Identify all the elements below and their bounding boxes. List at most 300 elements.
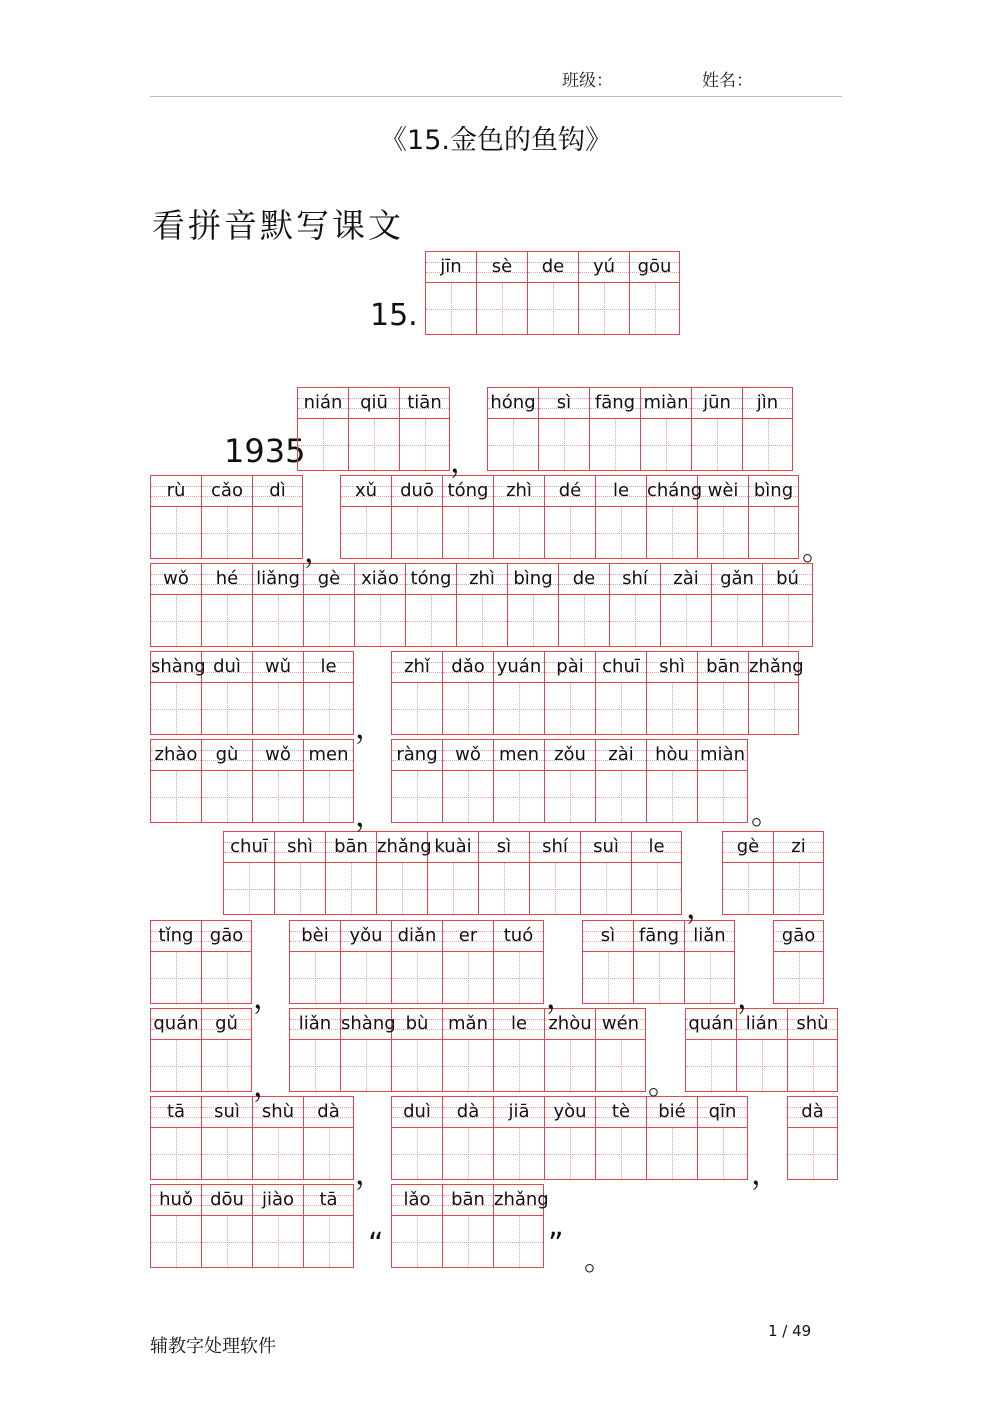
character-box: [303, 1128, 354, 1180]
writing-cell: [340, 920, 391, 1004]
pinyin-box: [297, 387, 348, 419]
writing-grid-group: [150, 475, 303, 559]
writing-grid-group: [391, 1096, 748, 1180]
character-box: [595, 1128, 646, 1180]
pinyin-text: dé: [558, 480, 582, 501]
writing-grid-group: [289, 920, 544, 1004]
writing-cell: [391, 739, 442, 823]
writing-grid-group: [391, 739, 748, 823]
writing-cell: [252, 651, 303, 735]
writing-cell: [631, 831, 682, 915]
pinyin-box: [544, 1008, 595, 1040]
pinyin-box: [773, 920, 824, 952]
pinyin-text: men: [498, 744, 540, 765]
character-box: [303, 771, 354, 823]
pinyin-text: yòu: [553, 1101, 587, 1122]
pinyin-text: diǎn: [397, 925, 437, 946]
pinyin-box: [201, 651, 252, 683]
writing-grid-group: [685, 1008, 838, 1092]
character-box: [493, 1128, 544, 1180]
character-box: [252, 595, 303, 647]
character-box: [773, 863, 824, 915]
pinyin-box: [150, 1008, 201, 1040]
pinyin-text: zhì: [506, 480, 532, 501]
pinyin-text: miàn: [700, 744, 745, 765]
writing-cell: [201, 563, 252, 647]
writing-cell: [787, 1096, 838, 1180]
pinyin-box: [201, 1184, 252, 1216]
character-box: [303, 595, 354, 647]
pinyin-box: [340, 1008, 396, 1040]
pinyin-box: [544, 651, 595, 683]
writing-cell: [348, 387, 399, 471]
character-box: [201, 1128, 252, 1180]
pinyin-box: [609, 563, 660, 595]
character-box: [787, 1040, 838, 1092]
writing-cell: [640, 387, 691, 471]
punctuation-comma: ，: [450, 445, 480, 480]
pinyin-text: dì: [269, 480, 286, 501]
character-box: [527, 283, 578, 335]
pinyin-text: xiǎo: [361, 568, 399, 589]
pinyin-text: jūn: [703, 392, 731, 413]
pinyin-box: [544, 475, 595, 507]
pinyin-text: jiào: [261, 1189, 295, 1210]
writing-cell: [391, 1008, 442, 1092]
pinyin-text: rù: [166, 480, 186, 501]
punctuation-period: 。: [584, 1243, 614, 1278]
character-box: [252, 507, 303, 559]
pinyin-text: xǔ: [354, 480, 378, 501]
pinyin-box: [711, 563, 762, 595]
character-box: [289, 1040, 340, 1092]
writing-grid-group: [487, 387, 793, 471]
character-box: [348, 419, 399, 471]
pinyin-text: wǒ: [163, 568, 189, 589]
character-box: [697, 507, 748, 559]
character-box: [427, 863, 478, 915]
writing-cell: [252, 475, 303, 559]
character-box: [391, 952, 442, 1004]
character-box: [399, 419, 450, 471]
character-box: [391, 683, 442, 735]
punctuation-comma: ，: [253, 981, 283, 1016]
writing-cell: [325, 831, 376, 915]
writing-cell: [558, 563, 609, 647]
pinyin-box: [697, 651, 748, 683]
pinyin-text: bìng: [753, 480, 794, 501]
writing-cell: [646, 475, 703, 559]
writing-cell: [340, 475, 391, 559]
writing-cell: [544, 1096, 595, 1180]
character-box: [595, 1040, 646, 1092]
writing-grid-group: [391, 651, 804, 735]
character-box: [544, 1128, 595, 1180]
character-box: [697, 683, 748, 735]
writing-cell: [589, 387, 640, 471]
pinyin-box: [595, 1096, 646, 1128]
writing-cell: [399, 387, 450, 471]
pinyin-box: [391, 739, 442, 771]
writing-cell: [150, 1008, 201, 1092]
character-box: [274, 863, 325, 915]
character-box: [303, 1216, 354, 1268]
pinyin-text: bìng: [513, 568, 553, 589]
pinyin-box: [391, 920, 442, 952]
pinyin-box: [697, 475, 748, 507]
pinyin-text: tuó: [503, 925, 534, 946]
pinyin-box: [544, 1096, 595, 1128]
pinyin-text: sì: [556, 392, 572, 413]
writing-cell: [252, 739, 303, 823]
pinyin-box: [425, 251, 476, 283]
writing-cell: [391, 651, 442, 735]
writing-cell: [303, 1096, 354, 1180]
writing-cell: [274, 831, 325, 915]
pinyin-text: shàng: [151, 656, 206, 677]
pinyin-text: shù: [796, 1013, 829, 1034]
pinyin-text: gāo: [781, 925, 816, 946]
writing-cell: [684, 920, 735, 1004]
pinyin-text: zhǎng: [494, 1189, 549, 1210]
character-box: [493, 1216, 544, 1268]
pinyin-box: [685, 1008, 736, 1040]
character-box: [580, 863, 631, 915]
character-box: [493, 771, 544, 823]
pinyin-text: wén: [601, 1013, 640, 1034]
character-box: [252, 771, 303, 823]
character-box: [722, 863, 773, 915]
character-box: [405, 595, 456, 647]
character-box: [201, 1040, 252, 1092]
pinyin-box: [748, 651, 804, 683]
writing-cell: [538, 387, 589, 471]
writing-grid-group: [150, 651, 354, 735]
character-box: [425, 283, 476, 335]
character-box: [544, 1040, 595, 1092]
character-box: [538, 419, 589, 471]
pinyin-text: le: [510, 1013, 528, 1034]
character-box: [150, 683, 201, 735]
pinyin-box: [427, 831, 478, 863]
pinyin-box: [150, 563, 201, 595]
character-box: [442, 1128, 493, 1180]
writing-cell: [582, 920, 633, 1004]
character-box: [201, 507, 252, 559]
pinyin-box: [442, 739, 493, 771]
writing-cell: [529, 831, 580, 915]
pinyin-box: [442, 1184, 493, 1216]
writing-grid-group: [150, 739, 354, 823]
pinyin-box: [595, 475, 646, 507]
pinyin-box: [487, 387, 538, 419]
pinyin-box: [354, 563, 405, 595]
pinyin-text: de: [572, 568, 596, 589]
writing-cell: [646, 1096, 697, 1180]
character-box: [684, 952, 735, 1004]
pinyin-text: miàn: [643, 392, 689, 413]
pinyin-text: bèi: [301, 925, 329, 946]
pinyin-box: [773, 831, 824, 863]
writing-cell: [442, 1008, 493, 1092]
writing-cell: [595, 475, 646, 559]
pinyin-text: kuài: [434, 836, 472, 857]
pinyin-text: zhǎng: [377, 836, 432, 857]
pinyin-text: jìn: [756, 392, 779, 413]
pinyin-box: [640, 387, 691, 419]
writing-cell: [252, 1096, 303, 1180]
character-box: [340, 507, 391, 559]
pinyin-text: chuī: [230, 836, 268, 857]
writing-cell: [487, 387, 538, 471]
pinyin-text: pài: [556, 656, 584, 677]
character-box: [742, 419, 793, 471]
character-box: [736, 1040, 787, 1092]
pinyin-text: liǎng: [256, 568, 300, 589]
character-box: [595, 771, 646, 823]
writing-cell: [150, 920, 201, 1004]
pinyin-text: sì: [600, 925, 616, 946]
writing-cell: [697, 739, 748, 823]
pinyin-text: dà: [317, 1101, 340, 1122]
writing-cell: [425, 251, 476, 335]
character-box: [762, 595, 813, 647]
writing-cell: [748, 651, 804, 735]
pinyin-text: duì: [403, 1101, 431, 1122]
pinyin-text: wǒ: [265, 744, 291, 765]
pinyin-box: [252, 651, 303, 683]
pinyin-box: [578, 251, 629, 283]
pinyin-text: dǎo: [451, 656, 485, 677]
writing-cell: [646, 739, 697, 823]
writing-cell: [427, 831, 478, 915]
pinyin-box: [289, 1008, 340, 1040]
pinyin-text: zài: [673, 568, 699, 589]
pinyin-box: [633, 920, 684, 952]
pinyin-box: [340, 475, 391, 507]
pinyin-text: gōu: [637, 256, 672, 277]
pinyin-box: [478, 831, 529, 863]
writing-cell: [150, 651, 206, 735]
punctuation-comma: ，: [751, 1157, 781, 1192]
pinyin-box: [558, 563, 609, 595]
pinyin-box: [150, 1184, 201, 1216]
character-box: [544, 771, 595, 823]
character-box: [558, 595, 609, 647]
pinyin-box: [201, 920, 252, 952]
punctuation-period: 。: [802, 533, 832, 568]
writing-cell: [201, 739, 252, 823]
pinyin-box: [646, 651, 697, 683]
pinyin-text: tóng: [410, 568, 452, 589]
name-label: 姓名：: [702, 71, 753, 91]
pinyin-text: hòu: [655, 744, 689, 765]
pinyin-text: sì: [496, 836, 512, 857]
pinyin-box: [391, 475, 442, 507]
pinyin-box: [150, 920, 201, 952]
pinyin-box: [629, 251, 680, 283]
pinyin-box: [150, 475, 201, 507]
pinyin-box: [201, 475, 252, 507]
pinyin-text: liǎn: [298, 1013, 332, 1034]
writing-cell: [685, 1008, 736, 1092]
character-box: [507, 595, 558, 647]
character-box: [223, 863, 274, 915]
pinyin-text: ràng: [396, 744, 438, 765]
pinyin-text: lián: [745, 1013, 779, 1034]
character-box: [442, 771, 493, 823]
writing-cell: [742, 387, 793, 471]
pinyin-box: [405, 563, 456, 595]
pinyin-box: [507, 563, 558, 595]
character-box: [376, 863, 427, 915]
pinyin-box: [589, 387, 640, 419]
pinyin-text: men: [308, 744, 349, 765]
writing-cell: [303, 1184, 354, 1268]
writing-cell: [442, 1096, 493, 1180]
character-box: [150, 1040, 201, 1092]
writing-cell: [201, 1184, 252, 1268]
writing-cell: [544, 1008, 595, 1092]
writing-cell: [391, 1184, 442, 1268]
writing-cell: [442, 920, 493, 1004]
writing-cell: [773, 920, 824, 1004]
pinyin-box: [493, 1184, 549, 1216]
character-box: [391, 1040, 442, 1092]
character-box: [391, 1216, 442, 1268]
pinyin-box: [742, 387, 793, 419]
pinyin-box: [289, 920, 340, 952]
writing-grid-group: [150, 563, 813, 647]
pinyin-box: [787, 1096, 838, 1128]
character-box: [354, 595, 405, 647]
writing-cell: [691, 387, 742, 471]
pinyin-text: le: [320, 656, 337, 677]
pinyin-text: quán: [688, 1013, 734, 1034]
writing-grid-group: [787, 1096, 838, 1180]
punctuation-comma: ，: [253, 1069, 283, 1104]
pinyin-box: [442, 1096, 493, 1128]
writing-grid-group: [773, 920, 824, 1004]
pinyin-text: gǔ: [215, 1013, 238, 1034]
character-box: [578, 283, 629, 335]
writing-cell: [201, 1008, 252, 1092]
pinyin-text: tè: [611, 1101, 631, 1122]
character-box: [787, 1128, 838, 1180]
pinyin-text: quán: [153, 1013, 199, 1034]
writing-cell: [297, 387, 348, 471]
character-box: [646, 1128, 697, 1180]
writing-cell: [493, 920, 544, 1004]
pinyin-text: zhǐ: [404, 656, 430, 677]
writing-cell: [722, 831, 773, 915]
writing-grid-group: [582, 920, 735, 1004]
pinyin-text: bān: [706, 656, 740, 677]
punctuation-comma: ，: [355, 1157, 385, 1192]
character-box: [442, 952, 493, 1004]
pinyin-text: dà: [801, 1101, 824, 1122]
pinyin-box: [391, 1096, 442, 1128]
pinyin-box: [660, 563, 711, 595]
pinyin-box: [348, 387, 399, 419]
writing-cell: [201, 475, 252, 559]
character-box: [646, 771, 697, 823]
pinyin-box: [544, 739, 595, 771]
pinyin-text: duō: [400, 480, 434, 501]
character-box: [201, 952, 252, 1004]
writing-grid-group: [150, 920, 252, 1004]
pinyin-box: [252, 739, 303, 771]
writing-cell: [493, 1096, 544, 1180]
pinyin-text: tǐng: [158, 925, 194, 946]
character-box: [487, 419, 538, 471]
character-box: [150, 595, 201, 647]
writing-cell: [660, 563, 711, 647]
pinyin-box: [201, 563, 252, 595]
character-box: [582, 952, 633, 1004]
pinyin-text: gāo: [209, 925, 244, 946]
character-box: [201, 771, 252, 823]
pinyin-box: [252, 475, 303, 507]
writing-grid-group: [150, 1008, 252, 1092]
pinyin-text: de: [541, 256, 565, 277]
pinyin-box: [476, 251, 527, 283]
character-box: [201, 1216, 252, 1268]
character-box: [442, 683, 493, 735]
pinyin-box: [376, 831, 432, 863]
pinyin-box: [580, 831, 631, 863]
writing-cell: [456, 563, 507, 647]
character-box: [660, 595, 711, 647]
pinyin-text: shì: [659, 656, 685, 677]
punctuation-comma: ，: [355, 711, 385, 746]
pinyin-box: [201, 1096, 252, 1128]
writing-cell: [507, 563, 558, 647]
pinyin-text: zhì: [469, 568, 495, 589]
pinyin-text: yǒu: [349, 925, 383, 946]
character-box: [529, 863, 580, 915]
pinyin-box: [399, 387, 450, 419]
pinyin-text: shàng: [341, 1013, 396, 1034]
pinyin-text: nián: [303, 392, 343, 413]
pinyin-text: cháng: [647, 480, 703, 501]
punctuation-comma: ，: [546, 981, 576, 1016]
pinyin-text: duì: [213, 656, 241, 677]
writing-cell: [442, 739, 493, 823]
pinyin-text: fāng: [638, 925, 680, 946]
pinyin-text: zhòu: [548, 1013, 592, 1034]
pinyin-text: shí: [622, 568, 648, 589]
character-box: [150, 507, 201, 559]
pinyin-text: yú: [592, 256, 616, 277]
pinyin-text: tiān: [407, 392, 442, 413]
writing-cell: [150, 739, 201, 823]
writing-cell: [697, 475, 748, 559]
pinyin-text: sè: [491, 256, 513, 277]
pinyin-text: shù: [261, 1101, 295, 1122]
pinyin-text: lǎo: [403, 1189, 431, 1210]
writing-cell: [595, 739, 646, 823]
pinyin-box: [223, 831, 274, 863]
writing-cell: [697, 1096, 748, 1180]
writing-grid-group: [297, 387, 450, 471]
writing-cell: [646, 651, 697, 735]
character-box: [595, 507, 646, 559]
writing-cell: [697, 651, 748, 735]
pinyin-text: wèi: [707, 480, 739, 501]
character-box: [340, 1040, 391, 1092]
pinyin-text: bān: [334, 836, 368, 857]
